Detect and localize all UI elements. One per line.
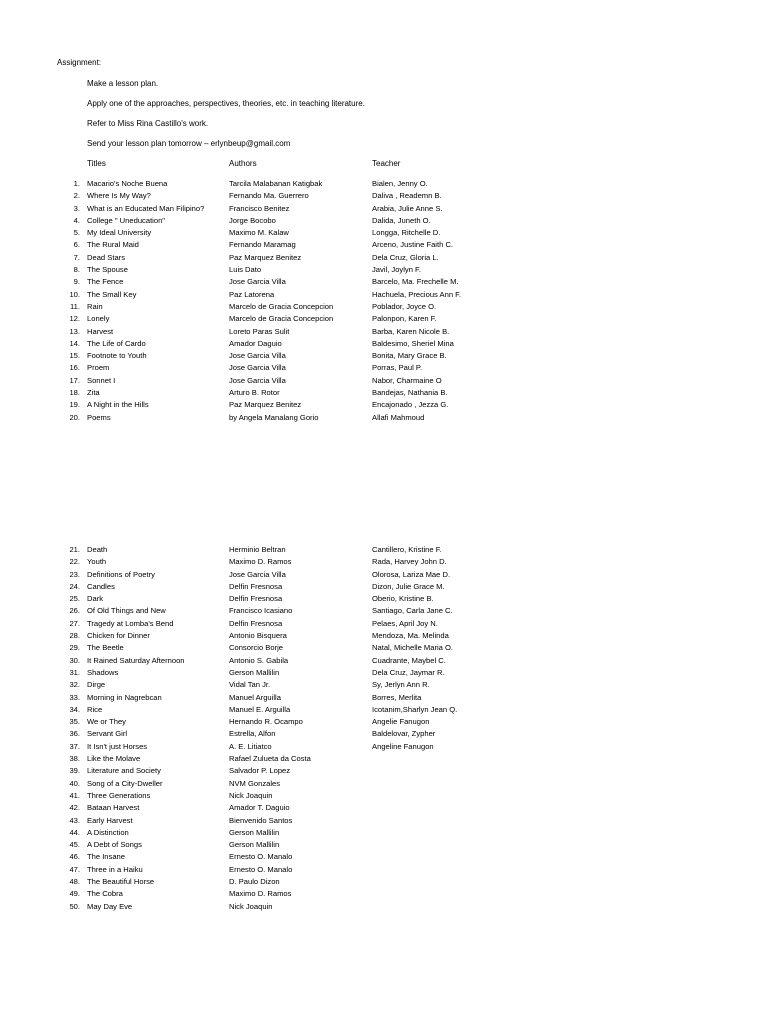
item-author: Ernesto O. Manalo [229, 864, 293, 874]
list-item [0, 252, 768, 264]
item-number: 11. [70, 301, 80, 311]
item-number: 16. [69, 363, 80, 373]
item-author: Delfin Fresnosa [229, 618, 283, 628]
item-title: The Rural Maid [87, 240, 139, 250]
item-number: 42. [69, 803, 80, 813]
item-title: Sonnet I [87, 375, 116, 385]
item-author: Rafael Zulueta da Costa [229, 754, 311, 764]
item-teacher: Javil, Joylyn F. [372, 265, 421, 275]
item-teacher: Arabia, Julie Anne S. [372, 203, 443, 213]
list-item [0, 276, 768, 288]
item-title: Three in a Haiku [87, 864, 143, 874]
list-item [0, 753, 768, 765]
instruction-approach: Apply one of the approaches, perspectives, theories, etc. in teaching literature. [87, 99, 365, 108]
item-number: 49. [69, 889, 80, 899]
item-author: Salvador P. Lopez [229, 766, 291, 776]
item-title: Rain [87, 301, 103, 311]
item-author: Paz Marquez Benitez [229, 252, 302, 262]
item-number: 2. [73, 191, 80, 201]
item-author: Manuel E. Arguilla [229, 704, 291, 714]
assignment-list-part-2 [0, 544, 768, 913]
list-item [0, 289, 768, 301]
item-title: Macario's Noche Buena [87, 179, 168, 188]
item-author: Hernando R. Ocampo [229, 717, 303, 727]
list-item [0, 802, 768, 814]
item-author: Arturo B. Rotor [229, 388, 280, 398]
list-item [0, 741, 768, 753]
item-teacher: Baldesimo, Sheriel Mina [372, 338, 454, 348]
item-title: It Rained Saturday Afternoon [87, 655, 185, 665]
item-teacher: Angelie Fanugon [372, 717, 430, 727]
item-title: Three Generations [87, 790, 151, 800]
item-number: 31. [69, 667, 80, 677]
item-title: College " Uneducation" [87, 215, 166, 225]
item-teacher: Bandejas, Nathania B. [372, 388, 448, 398]
item-number: 21. [69, 545, 80, 554]
item-title: Like the Molave [87, 754, 141, 764]
item-title: Candles [87, 581, 115, 591]
item-teacher: Porras, Paul P. [372, 363, 423, 373]
item-author: Fernando Maramag [229, 240, 296, 250]
item-title: Proem [87, 363, 110, 373]
header-authors: Authors [229, 159, 257, 168]
list-item [0, 888, 768, 900]
item-author: Jose Garcia Villa [229, 363, 286, 373]
item-number: 40. [69, 778, 80, 788]
item-teacher: Barba, Karen Nicole B. [372, 326, 450, 336]
item-number: 7. [73, 252, 80, 262]
assignment-label: Assignment: [57, 58, 102, 67]
item-number: 23. [69, 569, 80, 579]
list-item [0, 264, 768, 276]
list-item [0, 667, 768, 679]
item-author: Francisco Icasiano [229, 606, 293, 616]
item-number: 4. [73, 215, 80, 225]
item-title: Song of a City-Dweller [87, 778, 163, 788]
item-number: 41. [69, 790, 80, 800]
item-author: A. E. Litiatco [229, 741, 272, 751]
list-item [0, 239, 768, 251]
item-teacher: Oberio, Kristine B. [372, 594, 434, 604]
item-author: Delfin Fresnosa [229, 594, 283, 604]
item-title: Definitions of Poetry [87, 569, 155, 579]
item-teacher: Cantillero, Kristine F. [372, 545, 442, 554]
instruction-reference: Refer to Miss Rina Castillo's work. [87, 119, 209, 128]
item-teacher: Encajonado , Jezza G. [372, 400, 449, 410]
item-teacher: Hachuela, Precious Ann F. [372, 289, 462, 299]
item-number: 5. [73, 228, 80, 238]
item-number: 15. [69, 351, 80, 361]
item-author: Loreto Paras Sulit [229, 326, 290, 336]
list-item [0, 581, 768, 593]
item-teacher: Angeline Fanugon [372, 741, 434, 751]
item-title: Death [87, 545, 108, 554]
item-teacher: Cuadrante, Maybel C. [372, 655, 446, 665]
item-title: A Debt of Songs [87, 840, 142, 850]
list-item [0, 387, 768, 399]
item-number: 28. [69, 631, 80, 641]
item-author: Herminio Beltran [229, 545, 286, 554]
item-teacher: Longga, Ritchelle D. [372, 228, 441, 238]
item-author: D. Paulo Dizon [229, 877, 280, 887]
item-number: 43. [69, 815, 80, 825]
item-teacher: Baldelovar, Zypher [372, 729, 436, 739]
list-item [0, 864, 768, 876]
item-author: Amador T. Daguio [229, 803, 290, 813]
item-title: Tragedy at Lomba's Bend [87, 618, 174, 628]
item-number: 32. [69, 680, 80, 690]
item-teacher: Allafi Mahmoud [372, 412, 425, 422]
item-number: 35. [69, 717, 80, 727]
list-item [0, 642, 768, 654]
assignment-list-part-1 [0, 178, 768, 424]
item-number: 29. [69, 643, 80, 653]
item-title: The Insane [87, 852, 125, 862]
list-item [0, 362, 768, 374]
item-title: Poems [87, 412, 111, 422]
list-item [0, 876, 768, 888]
list-item [0, 790, 768, 802]
list-item [0, 544, 768, 556]
item-teacher: Dizon, Julie Grace M. [372, 581, 445, 591]
item-title: Lonely [87, 314, 110, 324]
item-author: Marcelo de Gracia Concepcion [229, 314, 334, 324]
item-number: 38. [69, 754, 80, 764]
item-title: It Isn't just Horses [87, 741, 148, 751]
item-number: 12. [69, 314, 80, 324]
list-item [0, 227, 768, 239]
item-teacher: Poblador, Joyce O. [372, 301, 437, 311]
item-title: Youth [87, 557, 107, 567]
item-title: My Ideal University [87, 228, 152, 238]
item-teacher: Barcelo, Ma. Frechelle M. [372, 277, 459, 287]
list-item [0, 815, 768, 827]
item-teacher: Daliva , Reademn B. [372, 191, 442, 201]
list-item [0, 704, 768, 716]
item-teacher: Dalida, Juneth O. [372, 215, 431, 225]
list-item [0, 399, 768, 411]
list-item [0, 728, 768, 740]
item-teacher: Arceno, Justine Faith C. [372, 240, 454, 250]
item-author: Luis Dato [229, 265, 262, 275]
item-title: The Beetle [87, 643, 124, 653]
item-author: Francisco Benitez [229, 203, 290, 213]
list-item [0, 827, 768, 839]
item-author: Paz Marquez Benitez [229, 400, 302, 410]
item-author: Jorge Bocobo [229, 215, 276, 225]
item-author: Maximo D. Ramos [229, 889, 292, 899]
item-title: Early Harvest [87, 815, 133, 825]
item-teacher: Bialen, Jenny O. [372, 179, 428, 188]
item-number: 30. [69, 655, 80, 665]
item-title: What is an Educated Man Filipino? [87, 203, 205, 213]
item-number: 13. [69, 326, 80, 336]
item-author: Manuel Arguilla [229, 692, 281, 702]
list-item [0, 412, 768, 424]
item-number: 17. [69, 375, 80, 385]
list-item [0, 618, 768, 630]
item-number: 9. [73, 277, 80, 287]
item-number: 1. [73, 179, 80, 188]
item-teacher: Dela Cruz, Gloria L. [372, 252, 439, 262]
item-author: Nick Joaquin [229, 790, 273, 800]
list-item [0, 301, 768, 313]
item-title: Rice [87, 704, 103, 714]
item-number: 20. [69, 412, 80, 422]
item-teacher: Santiago, Carla Jane C. [372, 606, 453, 616]
item-title: Where Is My Way? [87, 191, 151, 201]
item-title: May Day Eve [87, 901, 133, 911]
list-item [0, 901, 768, 913]
item-author: Jose Garcia Villa [229, 375, 286, 385]
item-number: 46. [69, 852, 80, 862]
item-number: 19. [69, 400, 80, 410]
list-item [0, 313, 768, 325]
item-author: Estrella, Alfon [229, 729, 276, 739]
list-item [0, 839, 768, 851]
item-number: 33. [69, 692, 80, 702]
item-title: Dead Stars [87, 252, 125, 262]
item-teacher: Natal, Michelle Maria O. [372, 643, 454, 653]
list-item [0, 605, 768, 617]
header-titles: Titles [87, 159, 106, 168]
item-title: Dark [87, 594, 104, 604]
item-title: Literature and Society [87, 766, 161, 776]
item-teacher: Dela Cruz, Jaymar R. [372, 667, 445, 677]
list-item [0, 593, 768, 605]
item-number: 18. [69, 388, 80, 398]
item-teacher: Olorosa, Lariza Mae D. [372, 569, 451, 579]
list-item [0, 350, 768, 362]
list-item [0, 655, 768, 667]
item-author: by Angela Manalang Gorio [229, 412, 319, 422]
item-author: Jose Garcia Villa [229, 277, 286, 287]
list-item [0, 569, 768, 581]
item-title: A Night in the Hills [87, 400, 149, 410]
item-title: Morning in Nagrebcan [87, 692, 162, 702]
item-title: Zita [87, 388, 100, 398]
instruction-lesson-plan: Make a lesson plan. [87, 79, 159, 88]
list-item [0, 851, 768, 863]
item-author: Marcelo de Gracia Concepcion [229, 301, 334, 311]
list-item [0, 190, 768, 202]
item-title: Bataan Harvest [87, 803, 140, 813]
item-number: 25. [69, 594, 80, 604]
list-item [0, 178, 768, 190]
item-title: Servant Girl [87, 729, 128, 739]
item-number: 48. [69, 877, 80, 887]
list-item [0, 556, 768, 568]
item-title: Dirge [87, 680, 106, 690]
item-number: 26. [69, 606, 80, 616]
item-number: 14. [69, 338, 80, 348]
item-author: Delfin Fresnosa [229, 581, 283, 591]
item-author: Nick Joaquin [229, 901, 273, 911]
list-item [0, 692, 768, 704]
item-teacher: Borres, Merlita [372, 692, 422, 702]
item-title: The Life of Cardo [87, 338, 146, 348]
item-number: 50. [69, 901, 80, 911]
item-title: We or They [87, 717, 126, 727]
item-author: Bienvenido Santos [229, 815, 293, 825]
item-number: 10. [69, 289, 80, 299]
item-title: Harvest [87, 326, 114, 336]
item-author: Maximo M. Kalaw [229, 228, 289, 238]
item-teacher: Mendoza, Ma. Melinda [372, 631, 449, 641]
list-item [0, 630, 768, 642]
item-author: Jose Garcia Villa [229, 569, 286, 579]
item-author: Maximo D. Ramos [229, 557, 292, 567]
item-author: Fernando Ma. Guerrero [229, 191, 309, 201]
item-number: 36. [69, 729, 80, 739]
item-number: 8. [73, 265, 80, 275]
item-author: Paz Latorena [229, 289, 275, 299]
item-author: Amador Daguio [229, 338, 282, 348]
item-author: NVM Gonzales [229, 778, 281, 788]
item-number: 39. [69, 766, 80, 776]
list-item [0, 375, 768, 387]
item-number: 34. [69, 704, 80, 714]
item-teacher: Bonita, Mary Grace B. [372, 351, 447, 361]
item-author: Antonio S. Gabila [229, 655, 289, 665]
item-title: Chicken for Dinner [87, 631, 150, 641]
item-number: 37. [69, 741, 80, 751]
item-author: Gerson Mallilin [229, 840, 280, 850]
item-author: Tarcila Malabanan Katigbak [229, 179, 323, 188]
item-author: Jose Garcia Villa [229, 351, 286, 361]
header-teacher: Teacher [372, 159, 401, 168]
item-number: 6. [73, 240, 80, 250]
list-item [0, 679, 768, 691]
item-author: Gerson Mallilin [229, 667, 280, 677]
item-title: The Cobra [87, 889, 123, 899]
item-title: A Distinction [87, 827, 129, 837]
item-teacher: Nabor, Charmaine O [372, 375, 442, 385]
item-author: Ernesto O. Manalo [229, 852, 293, 862]
item-number: 47. [69, 864, 80, 874]
item-teacher: Rada, Harvey John D. [372, 557, 447, 567]
item-teacher: Pelaes, April Joy N. [372, 618, 438, 628]
item-number: 3. [73, 203, 80, 213]
item-title: The Beautiful Horse [87, 877, 155, 887]
list-item [0, 716, 768, 728]
item-title: The Spouse [87, 265, 128, 275]
item-number: 44. [69, 827, 80, 837]
item-number: 45. [69, 840, 80, 850]
list-item [0, 338, 768, 350]
item-author: Consorcio Borje [229, 643, 284, 653]
item-title: Footnote to Youth [87, 351, 147, 361]
item-title: The Fence [87, 277, 124, 287]
item-author: Antonio Bisquera [229, 631, 287, 641]
list-item [0, 778, 768, 790]
item-title: Shadows [87, 667, 119, 677]
item-author: Gerson Mallilin [229, 827, 280, 837]
item-number: 22. [69, 557, 80, 567]
list-item [0, 203, 768, 215]
item-title: Of Old Things and New [87, 606, 166, 616]
instruction-send-email: Send your lesson plan tomorrow – erlynbeup@gmail.com [87, 139, 291, 148]
item-teacher: Icotanim,Sharlyn Jean Q. [372, 704, 458, 714]
item-number: 27. [69, 618, 80, 628]
item-title: The Small Key [87, 289, 137, 299]
item-number: 24. [69, 581, 80, 591]
list-item [0, 326, 768, 338]
list-item [0, 215, 768, 227]
item-author: Vidal Tan Jr. [229, 680, 271, 690]
item-teacher: Palonpon, Karen F. [372, 314, 437, 324]
item-teacher: Sy, Jerlyn Ann R. [372, 680, 430, 690]
list-item [0, 765, 768, 777]
